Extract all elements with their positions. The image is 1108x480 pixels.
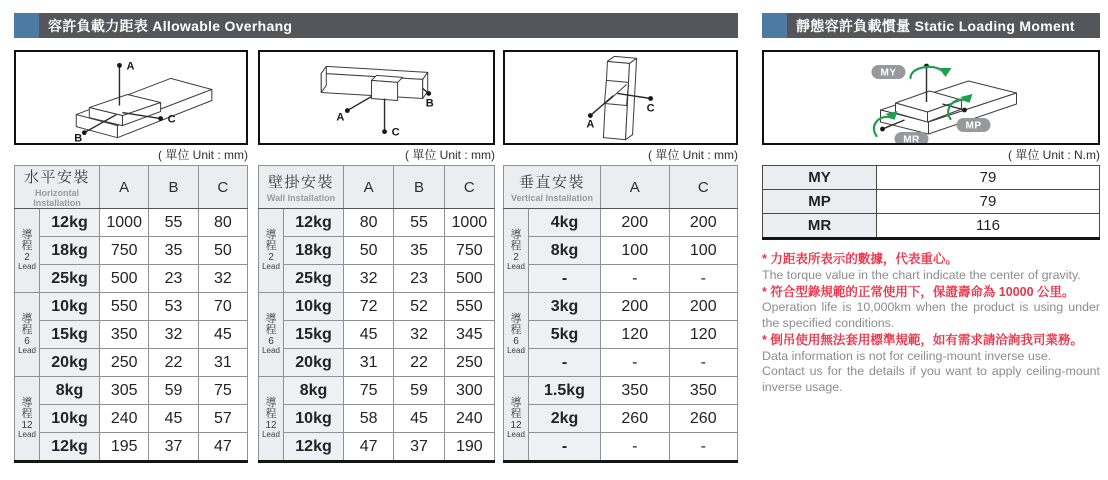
value-cell: 45 [149, 405, 198, 433]
load-cell: 20kg [284, 349, 344, 377]
table-row [259, 349, 495, 377]
moment-value: 79 [877, 190, 1100, 214]
moment-label: MR [763, 214, 877, 239]
table-row [504, 433, 738, 462]
value-cell: 80 [344, 209, 394, 237]
load-cell: 10kg [284, 405, 344, 433]
moment-table [762, 165, 1100, 240]
value-cell: 250 [444, 349, 494, 377]
value-cell: 55 [394, 209, 444, 237]
overhang-axis-label-c: C [391, 126, 400, 139]
load-cell: - [529, 433, 601, 462]
footnotes [762, 251, 1100, 396]
value-cell: 59 [149, 377, 198, 405]
value-cell: 250 [100, 349, 149, 377]
load-cell: 15kg [284, 321, 344, 349]
value-cell: 100 [601, 237, 670, 265]
value-cell: 22 [394, 349, 444, 377]
moment-rail-drawing [764, 52, 1098, 143]
column-header: C [444, 166, 494, 209]
table-row [504, 349, 738, 377]
footnote-zh: * 符合型錄規範的正常使用下，保證壽命為 10000 公里。 [762, 284, 1075, 299]
overhang-table-vertical [503, 165, 738, 463]
load-cell: 18kg [40, 237, 100, 265]
overhang-axis-label-b: B [74, 132, 83, 143]
table-row [15, 237, 248, 265]
table-header-row [504, 166, 738, 209]
overhang-axis-label-a: A [336, 111, 345, 124]
table-row [504, 405, 738, 433]
value-cell: - [669, 433, 738, 462]
wall-rail-drawing [260, 52, 493, 143]
table-row [259, 405, 495, 433]
overhang-axis-label-c: C [646, 102, 655, 115]
moment-label-mr: MR [903, 134, 920, 143]
section-header-overhang [14, 13, 738, 38]
value-cell: 37 [394, 433, 444, 462]
unit-label-mm: ( 單位 Unit : mm) [158, 148, 248, 162]
load-cell: 8kg [40, 377, 100, 405]
load-cell: 18kg [284, 237, 344, 265]
wall-installation-diagram [258, 50, 495, 145]
table-row [15, 265, 248, 293]
horizontal-installation-column [14, 50, 248, 463]
lead-cell: 導 程 12 Lead [15, 377, 40, 462]
moment-row [763, 190, 1100, 214]
load-cell: 12kg [284, 209, 344, 237]
table-row [15, 293, 248, 321]
wall-installation-column [258, 50, 495, 463]
footnote-en: Operation life is 10,000km when the product is using under the specified conditions. [762, 300, 1100, 330]
table-row [259, 237, 495, 265]
value-cell: 32 [394, 321, 444, 349]
value-cell: 58 [344, 405, 394, 433]
value-cell: 260 [669, 405, 738, 433]
value-cell: 500 [444, 265, 494, 293]
value-cell: 23 [394, 265, 444, 293]
value-cell: 23 [149, 265, 198, 293]
overhang-axis-label-c: C [167, 113, 176, 126]
table-row [259, 321, 495, 349]
value-cell: 72 [344, 293, 394, 321]
value-cell: 50 [198, 237, 247, 265]
lead-cell: 導 程 12 Lead [504, 377, 529, 462]
wall-table-host [258, 165, 495, 463]
moment-value: 116 [877, 214, 1100, 239]
load-cell: 1.5kg [529, 377, 601, 405]
horizontal-rail-drawing [16, 52, 246, 143]
value-cell: 32 [198, 265, 247, 293]
footnote-en: The torque value in the chart indicate the center of gravity. [762, 267, 1081, 282]
value-cell: 52 [394, 293, 444, 321]
moment-diagram [762, 50, 1100, 145]
lead-cell: 導 程 2 Lead [504, 209, 529, 293]
footnote-zh: * 力距表所表示的數據，代表重心。 [762, 252, 958, 266]
table-row [259, 433, 495, 462]
footnote-en: Data information is not for ceiling-mount inverse use. [762, 348, 1052, 363]
footnote-en: Contact us for the details if you want to apply ceiling-mount inverse usage. [762, 364, 1100, 394]
horizontal-table-host [14, 165, 248, 463]
column-header: C [198, 166, 247, 209]
table-row [504, 265, 738, 293]
lead-cell: 導 程 6 Lead [259, 293, 284, 377]
lead-cell: 導 程 6 Lead [15, 293, 40, 377]
moment-label-my: MY [880, 67, 897, 79]
load-cell: 5kg [529, 321, 601, 349]
load-cell: - [529, 349, 601, 377]
table-row [15, 433, 248, 462]
overhang-section-title: 容許負載力距表 Allowable Overhang [48, 17, 293, 34]
table-row [259, 209, 495, 237]
table-row [504, 377, 738, 405]
table-row [259, 377, 495, 405]
value-cell: 350 [669, 377, 738, 405]
value-cell: 32 [344, 265, 394, 293]
lead-cell: 導 程 6 Lead [504, 293, 529, 377]
value-cell: 120 [601, 321, 670, 349]
table-row [15, 209, 248, 237]
overhang-table-horizontal [14, 165, 248, 463]
moment-label: MP [763, 190, 877, 214]
value-cell: 75 [198, 377, 247, 405]
value-cell: 345 [444, 321, 494, 349]
moment-section-title: 靜態容許負載慣量 Static Loading Moment [796, 17, 1075, 34]
lead-cell: 導 程 2 Lead [259, 209, 284, 293]
value-cell: 240 [100, 405, 149, 433]
table-header-row [15, 166, 248, 209]
moment-label: MY [763, 166, 877, 190]
unit-label-mm: ( 單位 Unit : mm) [648, 148, 738, 162]
load-cell: 10kg [40, 293, 100, 321]
value-cell: 350 [100, 321, 149, 349]
value-cell: 305 [100, 377, 149, 405]
value-cell: 190 [444, 433, 494, 462]
overhang-axis-label-b: B [425, 97, 434, 110]
moment-row [763, 214, 1100, 239]
value-cell: 200 [669, 209, 738, 237]
unit-label-nm: ( 單位 Unit : N.m) [1008, 148, 1100, 162]
value-cell: 22 [149, 349, 198, 377]
load-cell: 8kg [529, 237, 601, 265]
table-row [504, 237, 738, 265]
unit-label-mm: ( 單位 Unit : mm) [405, 148, 495, 162]
load-cell: 12kg [284, 433, 344, 462]
column-header: A [100, 166, 149, 209]
value-cell: 100 [669, 237, 738, 265]
value-cell: 1000 [100, 209, 149, 237]
moment-label-mp: MP [965, 120, 982, 132]
moment-value: 79 [877, 166, 1100, 190]
value-cell: - [601, 265, 670, 293]
value-cell: 200 [601, 209, 670, 237]
overhang-table-wall [258, 165, 495, 463]
value-cell: 750 [100, 237, 149, 265]
overhang-axis-label-a: A [126, 60, 135, 73]
table-row [15, 377, 248, 405]
value-cell: 120 [669, 321, 738, 349]
table-title: 水平安裝 Horizontal Installation [15, 166, 100, 209]
value-cell: 50 [344, 237, 394, 265]
value-cell: 35 [394, 237, 444, 265]
section-header-moment [762, 13, 1100, 38]
table-row [259, 265, 495, 293]
value-cell: 53 [149, 293, 198, 321]
value-cell: 45 [198, 321, 247, 349]
value-cell: 240 [444, 405, 494, 433]
load-cell: 10kg [40, 405, 100, 433]
value-cell: 200 [601, 293, 670, 321]
table-header-row [259, 166, 495, 209]
value-cell: 80 [198, 209, 247, 237]
table-row [504, 321, 738, 349]
value-cell: 260 [601, 405, 670, 433]
value-cell: - [669, 349, 738, 377]
value-cell: - [601, 349, 670, 377]
vertical-rail-drawing [505, 52, 736, 143]
value-cell: 195 [100, 433, 149, 462]
value-cell: 550 [100, 293, 149, 321]
load-cell: 20kg [40, 349, 100, 377]
load-cell: 15kg [40, 321, 100, 349]
vertical-installation-column [503, 50, 738, 463]
load-cell: 3kg [529, 293, 601, 321]
load-cell: 12kg [40, 433, 100, 462]
column-header: B [394, 166, 444, 209]
value-cell: 750 [444, 237, 494, 265]
overhang-axis-label-a: A [586, 118, 595, 131]
value-cell: 35 [149, 237, 198, 265]
value-cell: 550 [444, 293, 494, 321]
load-cell: 10kg [284, 293, 344, 321]
load-cell: - [529, 265, 601, 293]
load-cell: 25kg [284, 265, 344, 293]
accent-square [762, 13, 787, 38]
value-cell: 350 [601, 377, 670, 405]
value-cell: 200 [669, 293, 738, 321]
column-header: A [344, 166, 394, 209]
value-cell: 32 [149, 321, 198, 349]
value-cell: 57 [198, 405, 247, 433]
column-header: B [149, 166, 198, 209]
value-cell: 500 [100, 265, 149, 293]
value-cell: 59 [394, 377, 444, 405]
table-row [504, 209, 738, 237]
value-cell: - [669, 265, 738, 293]
accent-square [14, 13, 39, 38]
vertical-table-host [503, 165, 738, 463]
load-cell: 2kg [529, 405, 601, 433]
load-cell: 12kg [40, 209, 100, 237]
table-row [15, 349, 248, 377]
column-header: A [601, 166, 670, 209]
table-title: 壁掛安裝 Wall Installation [259, 166, 344, 209]
vertical-installation-diagram [503, 50, 738, 145]
column-header: C [669, 166, 738, 209]
table-row [504, 293, 738, 321]
value-cell: 70 [198, 293, 247, 321]
value-cell: 55 [149, 209, 198, 237]
value-cell: 45 [394, 405, 444, 433]
value-cell: 31 [198, 349, 247, 377]
value-cell: 47 [344, 433, 394, 462]
value-cell: - [601, 433, 670, 462]
load-cell: 25kg [40, 265, 100, 293]
value-cell: 37 [149, 433, 198, 462]
value-cell: 1000 [444, 209, 494, 237]
moment-row [763, 166, 1100, 190]
footnote-zh: * 倒吊使用無法套用標準規範，如有需求請洽詢我司業務。 [762, 332, 1083, 347]
value-cell: 75 [344, 377, 394, 405]
table-row [15, 405, 248, 433]
value-cell: 45 [344, 321, 394, 349]
value-cell: 300 [444, 377, 494, 405]
table-row [259, 293, 495, 321]
table-title: 垂直安裝 Vertical Installation [504, 166, 601, 209]
moment-column [762, 50, 1100, 396]
horizontal-installation-diagram [14, 50, 248, 145]
value-cell: 31 [344, 349, 394, 377]
table-row [15, 321, 248, 349]
load-cell: 8kg [284, 377, 344, 405]
value-cell: 47 [198, 433, 247, 462]
load-cell: 4kg [529, 209, 601, 237]
lead-cell: 導 程 2 Lead [15, 209, 40, 293]
lead-cell: 導 程 12 Lead [259, 377, 284, 462]
